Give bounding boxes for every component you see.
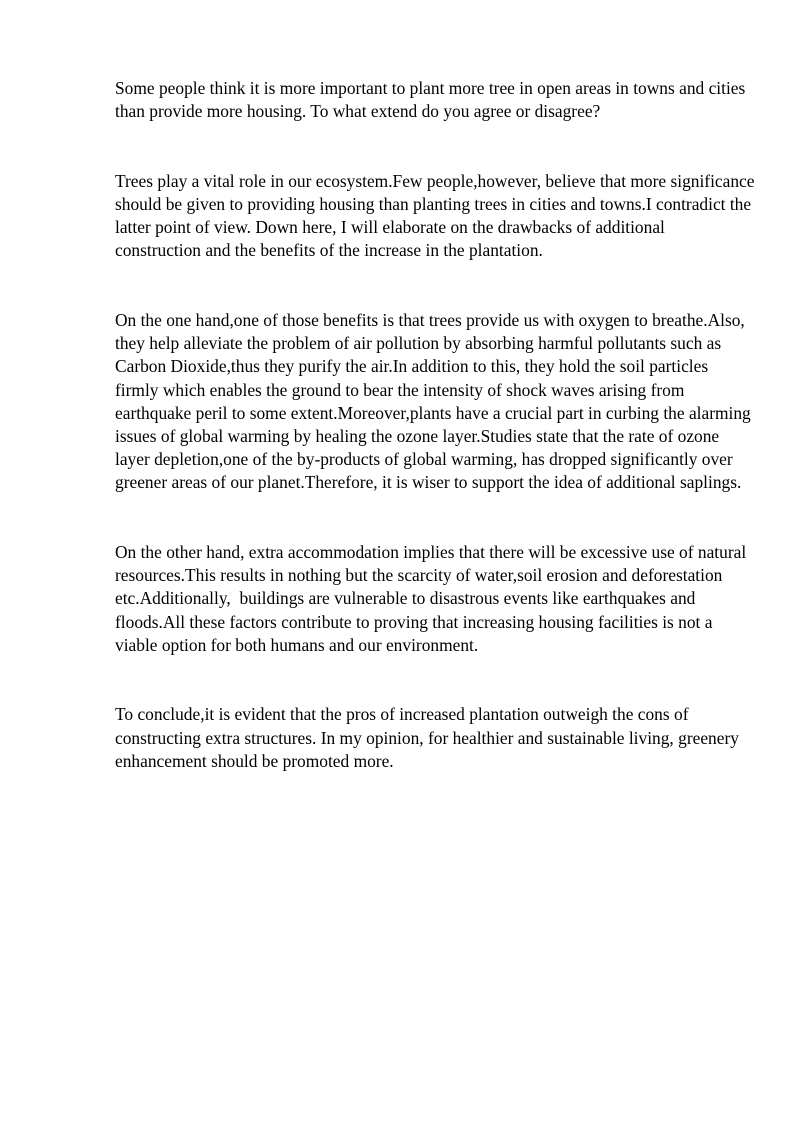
essay-prompt: Some people think it is more important to plant more tree in open areas in towns and cities than provide more housing. To what extend do you agree or disagree?	[115, 78, 750, 122]
document-body	[115, 77, 759, 773]
introduction-paragraph: Trees play a vital role in our ecosystem.Few people,however, believe that more significance should be given to providing housing than planting trees in cities and towns.I contradict the latter point of view. Down here, I will elaborate on the drawbacks of additional construction and the benefits of the increase in the plantation.	[115, 170, 759, 261]
paragraph-spacer	[115, 123, 755, 169]
body-paragraph-drawbacks: On the other hand, extra accommodation implies that there will be excessive use of natural resources.This results in nothing but the scarcity of water,soil erosion and deforestation etc.Additionally, buildings are vulnerable to disastrous events like earthquakes and floods.All these factors contribute to proving that increasing housing facilities is not a viable option for both humans and our environment.	[115, 542, 751, 655]
paragraph-spacer	[115, 657, 755, 703]
paragraph-spacer	[115, 495, 755, 541]
body-paragraph-benefits: On the one hand,one of those benefits is that trees provide us with oxygen to breathe.Also, they help alleviate the problem of air pollution by absorbing harmful pollutants such as Carbon Dioxide,thus they purify the air.In addition to this, they hold the soil particles firmly which enables the ground to bear the intensity of shock waves arising from earthquake peril to some extent.Moreover,plants have a crucial part in curbing the alarming issues of global warming by healing the ozone layer.Studies state that the rate of ozone layer depletion,one of the by-products of global warming, has dropped significantly over greener areas of our planet.Therefore, it is wiser to support the idea of additional saplings.	[115, 310, 756, 493]
conclusion-paragraph: To conclude,it is evident that the pros of increased plantation outweigh the cons of constructing extra structures. In my opinion, for healthier and sustainable living, greenery enhancement should be promoted more.	[115, 704, 744, 771]
paragraph-spacer	[115, 263, 755, 309]
